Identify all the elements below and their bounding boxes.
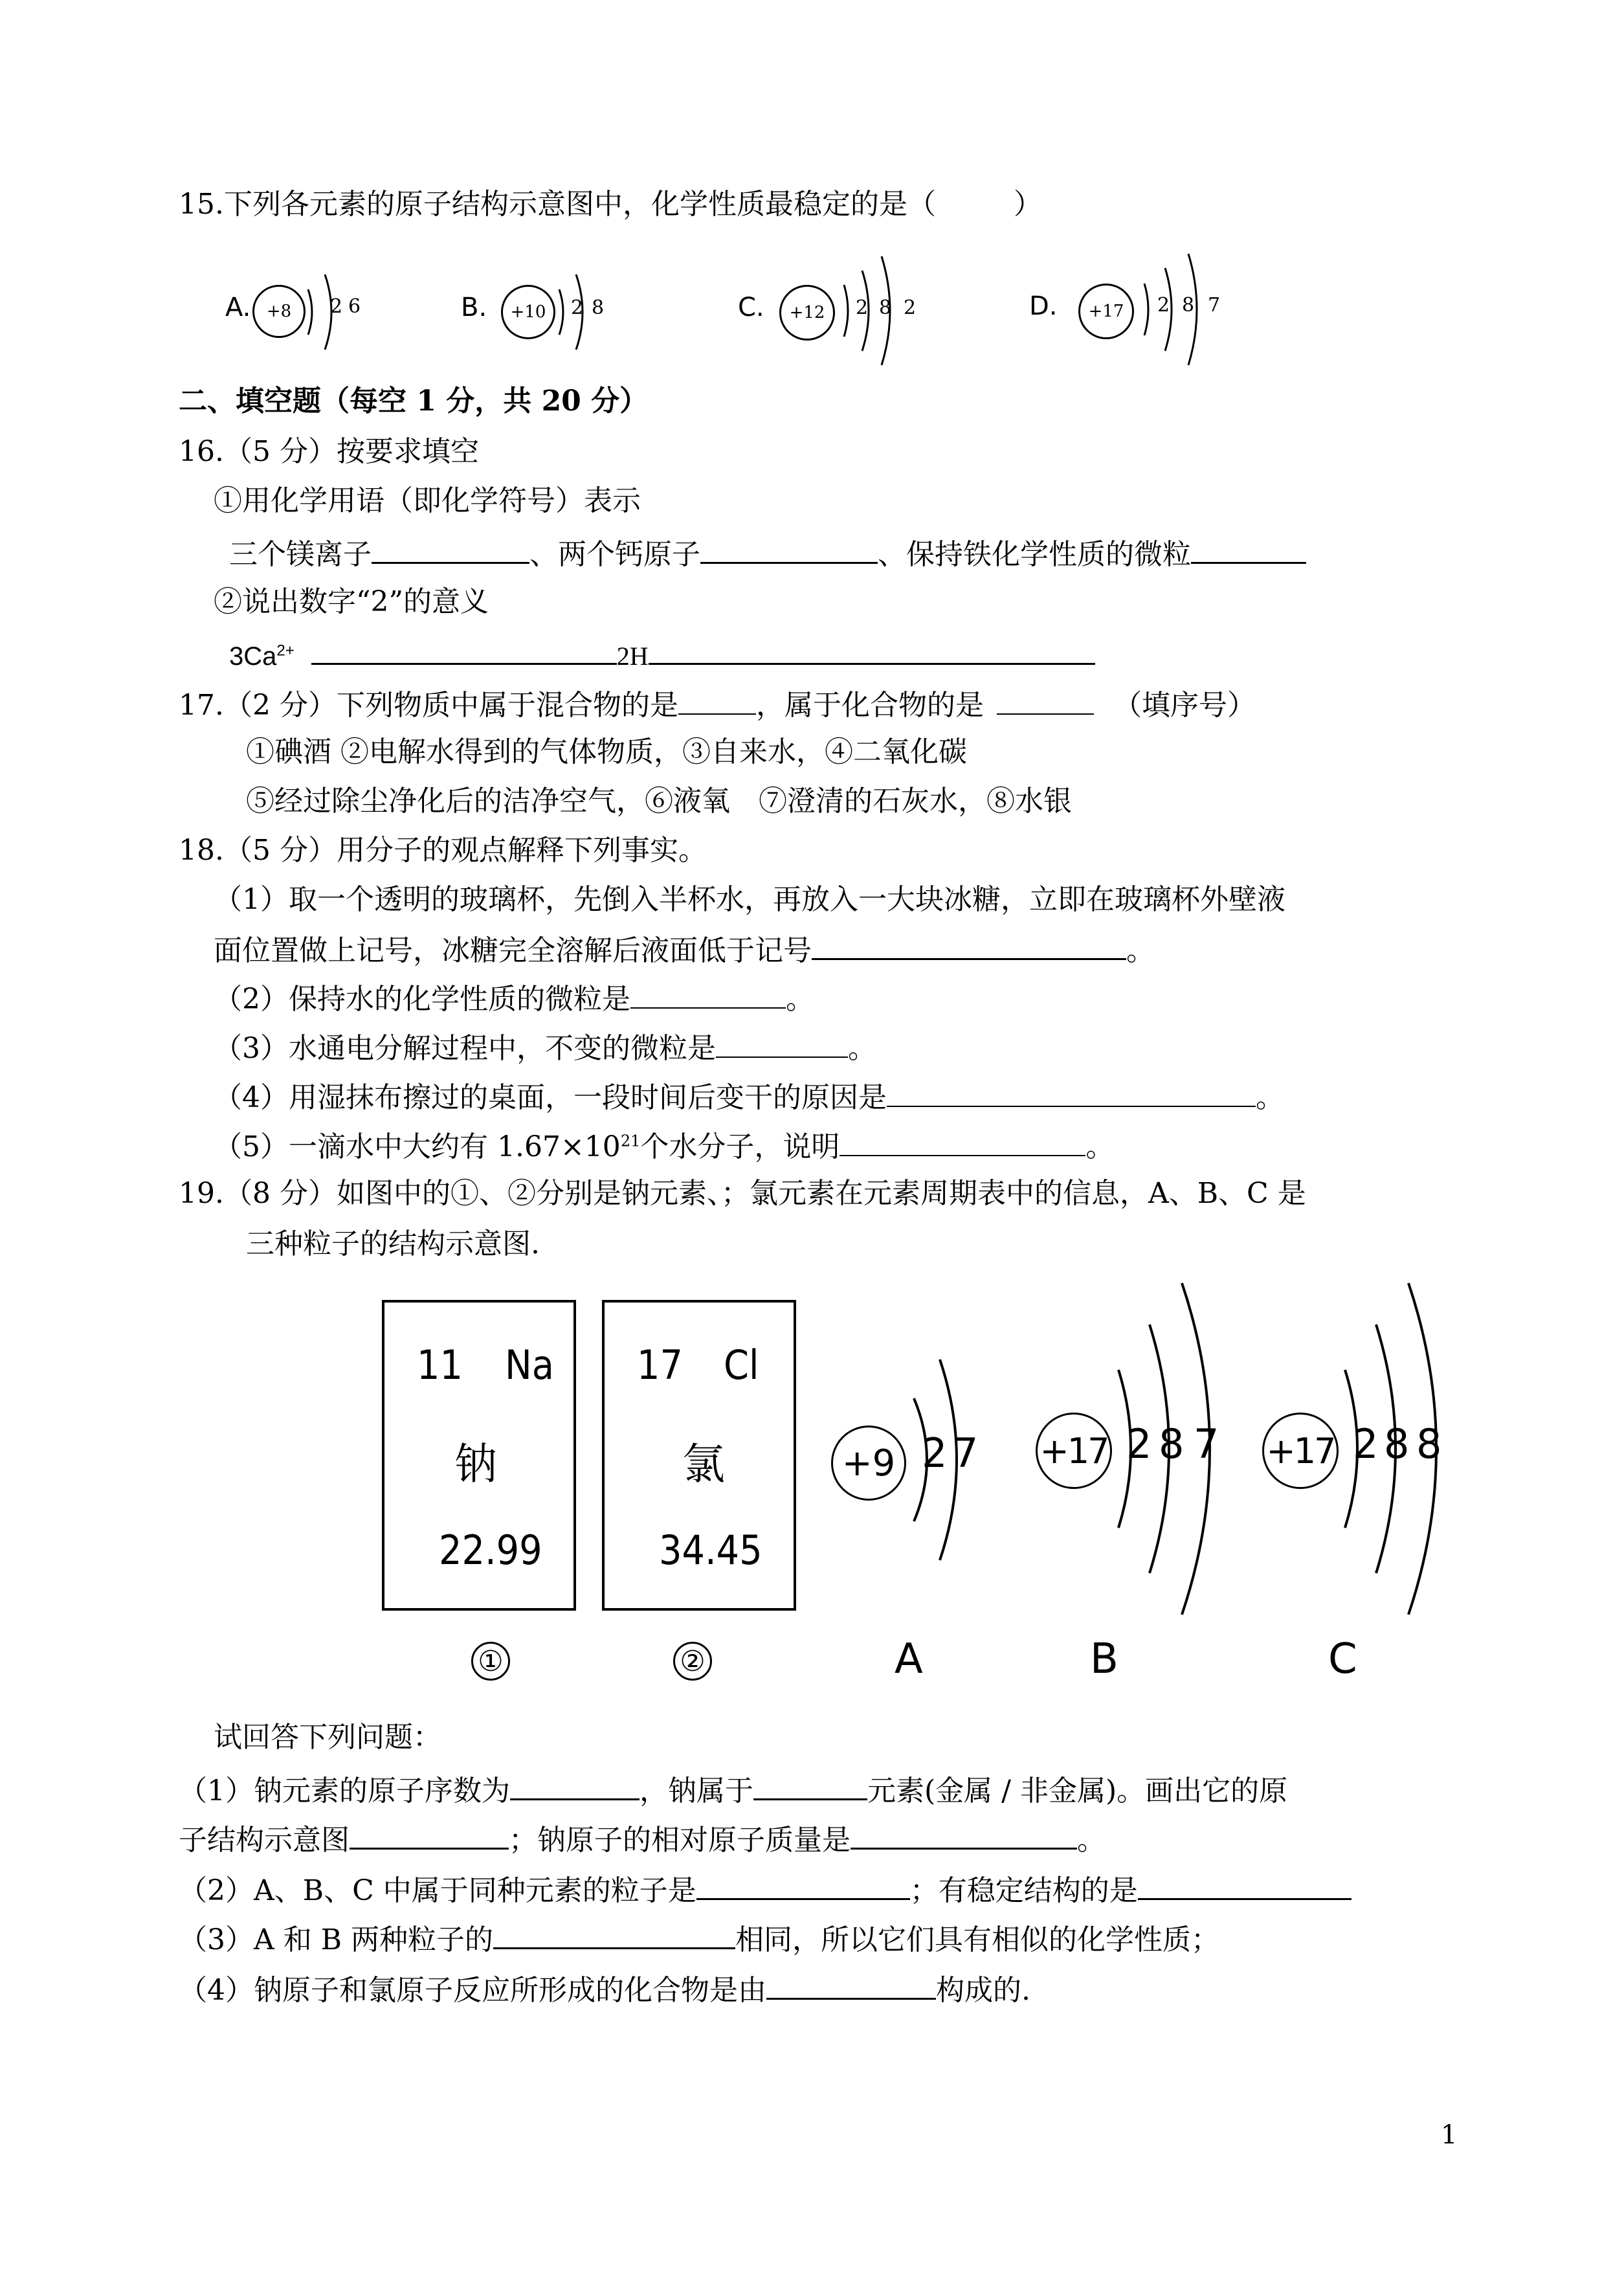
q19-stem-b: 三种粒子的结构示意图. xyxy=(246,1227,540,1260)
element-symbol: Cl xyxy=(724,1341,759,1389)
q16-line2: $3Ca^{2+}$ 2H xyxy=(229,634,1095,675)
option-letter: B. xyxy=(461,293,487,322)
shell-count: 2 xyxy=(1126,1420,1152,1468)
answer-blank[interactable] xyxy=(766,1969,936,2000)
q15-stem: 15.下列各元素的原子结构示意图中，化学性质最稳定的是（ ） xyxy=(179,188,1042,221)
shell-count: 2 xyxy=(856,296,869,319)
q17-items-1: ①碘酒 ②电解水得到的气体物质，③自来水，④二氧化碳 xyxy=(246,735,967,768)
q16-stem: 16.（5 分）按要求填空 xyxy=(179,435,479,468)
shell-count: 2 xyxy=(1157,294,1170,317)
electron-shell-arcs xyxy=(302,267,353,357)
answer-blank[interactable] xyxy=(311,634,617,665)
q17-items-2: ⑤经过除尘净化后的洁净空气，⑥液氧 ⑦澄清的石灰水，⑧水银 xyxy=(246,785,1072,818)
q19-prompt: 试回答下列问题： xyxy=(214,1721,441,1754)
shell-count: 8 xyxy=(1182,294,1195,317)
atom-diagram-b xyxy=(1036,1279,1269,1629)
q18-stem: 18.（5 分）用分子的观点解释下列事实。 xyxy=(179,834,707,867)
answer-blank[interactable] xyxy=(510,1770,640,1800)
q19-answer-3: （3）A 和 B 两种粒子的 相同，所以它们具有相似的化学性质； xyxy=(179,1919,1219,1958)
atom-nucleus: +17 xyxy=(1262,1413,1339,1489)
element-name: 氯 xyxy=(682,1439,725,1489)
atomic-mass: 22.99 xyxy=(439,1527,542,1574)
element-symbol: Na xyxy=(505,1341,554,1389)
q19-answer-2: （2）A、B、C 中属于同种元素的粒子是 ；有稳定结构的是 xyxy=(179,1870,1351,1909)
element-name: 钠 xyxy=(454,1439,497,1489)
option-letter: A. xyxy=(225,293,251,322)
answer-blank[interactable] xyxy=(1138,1870,1351,1900)
answer-blank[interactable] xyxy=(753,1770,867,1800)
shell-count: 6 xyxy=(348,295,361,318)
shell-count: 7 xyxy=(1194,1420,1219,1468)
answer-blank[interactable] xyxy=(649,634,1095,665)
shell-count: 2 xyxy=(1353,1420,1379,1468)
q16-part1: ①用化学用语（即化学符号）表示 xyxy=(214,484,641,517)
shell-count: 8 xyxy=(879,296,892,319)
answer-blank[interactable] xyxy=(372,533,529,564)
q15-option-a[interactable] xyxy=(225,259,394,363)
answer-blank[interactable] xyxy=(1191,533,1306,564)
figure-label-1: ① xyxy=(471,1642,510,1681)
shell-count: 8 xyxy=(592,296,605,319)
q15-option-b[interactable] xyxy=(461,259,629,363)
atom-nucleus: +10 xyxy=(501,285,555,339)
q19-answer-1b: 子结构示意图 ；钠原子的相对原子质量是 。 xyxy=(179,1819,1106,1859)
atomic-mass: 34.45 xyxy=(659,1527,762,1574)
atomic-number: 17 xyxy=(637,1341,683,1389)
q18-part2: （2）保持水的化学性质的微粒是 。 xyxy=(214,979,814,1018)
shell-count: 8 xyxy=(1384,1420,1410,1468)
answer-blank[interactable] xyxy=(493,1919,735,1949)
answer-blank[interactable] xyxy=(887,1077,1256,1107)
electron-shell-arcs xyxy=(901,1347,998,1580)
figure-label-c: C xyxy=(1328,1635,1357,1683)
atom-nucleus: +8 xyxy=(252,285,306,338)
shell-count: 2 xyxy=(571,296,584,319)
q16-part2: ②说出数字“2”的意义 xyxy=(214,585,489,618)
atom-diagram-c xyxy=(1262,1279,1495,1629)
q19-answer-1a: （1）钠元素的原子序数为 ，钠属于 元素(金属 / 非金属)。画出它的原 xyxy=(179,1770,1287,1809)
q19-stem-a: 19.（8 分）如图中的①、②分别是钠元素、；氯元素在元素周期表中的信息，A、B、C 是 xyxy=(179,1177,1306,1210)
atom-nucleus: +17 xyxy=(1078,284,1134,339)
shell-count: 2 xyxy=(922,1429,948,1477)
option-letter: C. xyxy=(738,293,764,322)
answer-blank[interactable] xyxy=(678,685,756,715)
answer-blank[interactable] xyxy=(812,930,1126,960)
option-letter: D. xyxy=(1029,291,1058,321)
periodic-tile-chlorine xyxy=(602,1300,796,1611)
q18-part4: （4）用湿抹布擦过的桌面，一段时间后变干的原因是 。 xyxy=(214,1077,1284,1116)
atom-diagram-a xyxy=(831,1321,993,1593)
section-heading: 二、填空题（每空 1 分，共 20 分） xyxy=(179,385,649,418)
q18-part3: （3）水通电分解过程中，不变的微粒是 。 xyxy=(214,1028,876,1067)
q17-stem: 17.（2 分）下列物质中属于混合物的是 ，属于化合物的是 （填序号） xyxy=(179,685,1256,724)
answer-blank[interactable] xyxy=(630,979,786,1009)
answer-blank[interactable] xyxy=(840,1126,1085,1156)
answer-blank[interactable] xyxy=(700,533,878,564)
shell-count: 8 xyxy=(1159,1420,1185,1468)
periodic-tile-sodium xyxy=(382,1300,576,1611)
shell-count: 8 xyxy=(1416,1420,1442,1468)
shell-count: 2 xyxy=(904,296,917,319)
answer-blank[interactable] xyxy=(997,685,1094,715)
q18-part1b: 面位置做上记号，冰糖完全溶解后液面低于记号 。 xyxy=(214,930,1155,969)
figure-label-a: A xyxy=(895,1635,923,1683)
q15-option-d[interactable] xyxy=(1029,251,1243,368)
shell-count: 7 xyxy=(1208,294,1221,317)
atom-nucleus: +17 xyxy=(1036,1413,1112,1489)
q15-option-c[interactable] xyxy=(738,252,939,369)
atomic-number: 11 xyxy=(417,1341,463,1389)
page-number: 1 xyxy=(1441,2120,1458,2150)
shell-count: 2 xyxy=(330,295,343,318)
atom-nucleus: +9 xyxy=(831,1426,906,1501)
answer-blank[interactable] xyxy=(716,1028,848,1058)
shell-count: 7 xyxy=(953,1429,979,1477)
answer-blank[interactable] xyxy=(350,1819,509,1850)
q16-line1: 三个镁离子 、两个钙原子 、保持铁化学性质的微粒 xyxy=(229,533,1306,573)
figure-label-2: ② xyxy=(673,1642,712,1681)
answer-blank[interactable] xyxy=(696,1870,910,1900)
q18-part1a: （1）取一个透明的玻璃杯，先倒入半杯水，再放入一大块冰糖，立即在玻璃杯外壁液 xyxy=(214,883,1285,916)
figure-label-b: B xyxy=(1090,1635,1118,1683)
answer-blank[interactable] xyxy=(851,1819,1077,1850)
q19-answer-4: （4）钠原子和氯原子反应所形成的化合物是由 构成的. xyxy=(179,1969,1030,2009)
q18-part5: （5）一滴水中大约有 $1.67\times 10^{21}$个水分子，说明 。 xyxy=(214,1126,1114,1165)
atom-nucleus: +12 xyxy=(779,285,835,341)
